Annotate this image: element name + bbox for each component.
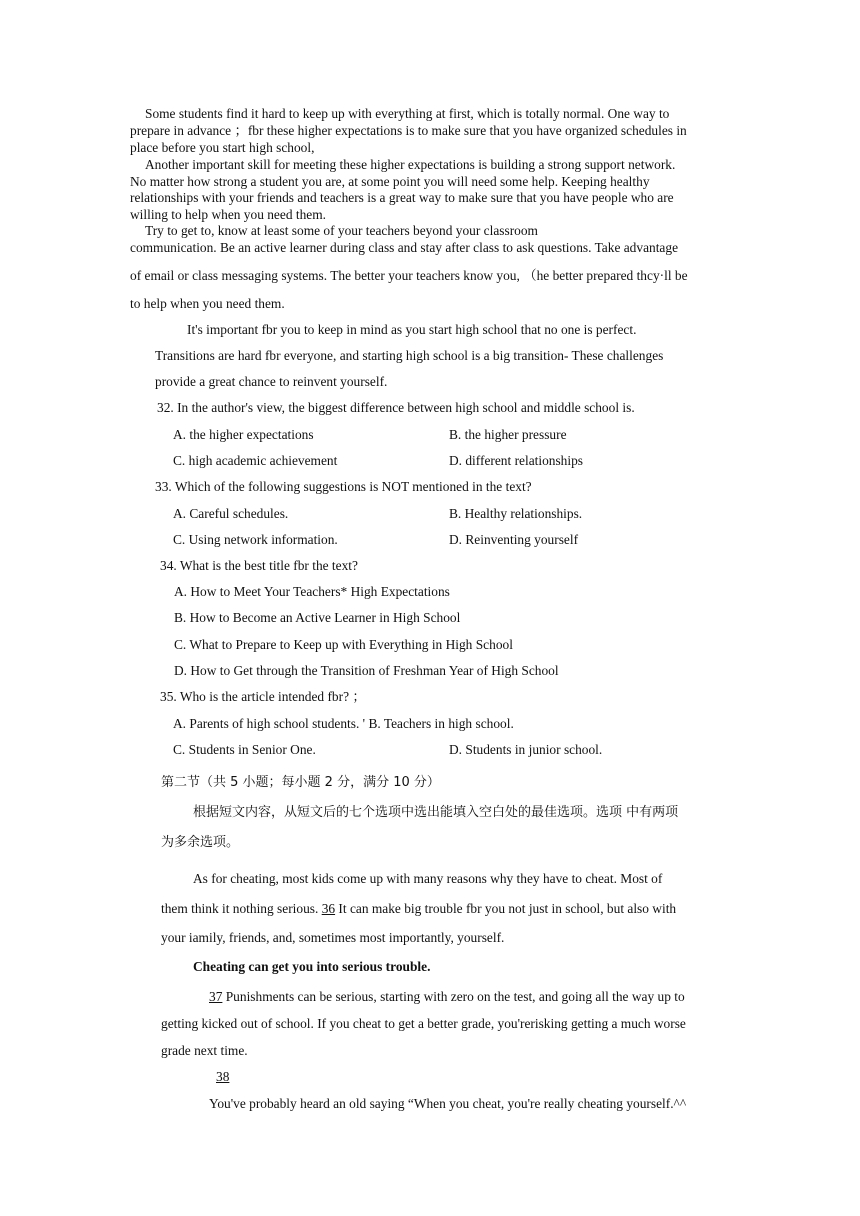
p4-line-3: provide a great chance to reinvent yourself. bbox=[155, 374, 388, 389]
question-34-option-d: D. How to Get through the Transition of Freshman Year of High School bbox=[174, 663, 559, 678]
cloze-p1-line-3: your iamily, friends, and, sometimes most importantly, yourself. bbox=[161, 930, 505, 945]
question-32-option-c: C. high academic achievement bbox=[173, 453, 338, 468]
question-32-stem: 32. In the author's view, the biggest difference between high school and middle school is. bbox=[157, 400, 635, 415]
question-32-option-b: B. the higher pressure bbox=[449, 427, 567, 442]
cloze-p1-line-1: As for cheating, most kids come up with many reasons why they have to cheat. Most of bbox=[193, 871, 663, 886]
p4-line-2: Transitions are hard fbr everyone, and starting high school is a big transition- These challenges bbox=[155, 348, 664, 363]
question-34-option-a: A. How to Meet Your Teachers* High Expectations bbox=[174, 584, 450, 599]
section-2-instruction-line-2: 为多余选项。 bbox=[161, 835, 240, 850]
cloze-p1-line-2-end: It can make big trouble fbr you not just in school, but also with bbox=[335, 901, 677, 916]
p3-line-2: communication. Be an active learner during class and stay after class to ask questions. Take advantage bbox=[130, 240, 679, 255]
cloze-p2-line-3: grade next time. bbox=[161, 1043, 248, 1058]
p1-line-3: place before you start high school, bbox=[130, 140, 315, 155]
blank-38: 38 bbox=[216, 1069, 230, 1084]
p1-line-2: prepare in advance ；fbr these higher expectations is to make sure that you have organized schedules in bbox=[130, 123, 687, 138]
section-2-heading: 第二节（共 5 小题；每小题 2 分，满分 10 分） bbox=[161, 775, 440, 790]
p2-line-2: No matter how strong a student you are, at some point you will need some help. Keeping healthy bbox=[130, 174, 650, 189]
question-34-option-b: B. How to Become an Active Learner in High School bbox=[174, 610, 461, 625]
question-34-option-c: C. What to Prepare to Keep up with Everything in High School bbox=[174, 637, 513, 652]
question-33-option-c: C. Using network information. bbox=[173, 532, 338, 547]
p2-line-1: Another important skill for meeting these higher expectations is building a strong support network. bbox=[145, 157, 676, 172]
p3-line-4: to help when you need them. bbox=[130, 296, 285, 311]
cloze-p2-line-2: getting kicked out of school. If you cheat to get a better grade, you'rerisking getting a much worse bbox=[161, 1016, 686, 1031]
p3-line-1: Try to get to, know at least some of your teachers beyond your classroom bbox=[145, 223, 538, 238]
question-33-option-d: D. Reinventing yourself bbox=[449, 532, 579, 547]
question-33-option-a: A. Careful schedules. bbox=[173, 506, 289, 521]
blank-36: 36 bbox=[321, 901, 336, 916]
question-35-stem: 35. Who is the article intended fbr? ； bbox=[160, 689, 366, 704]
p2-line-3: relationships with your friends and teachers is a great way to make sure that you have people who are bbox=[130, 190, 674, 205]
section-2-instruction-line-1: 根据短文内容，从短文后的七个选项中选出能填入空白处的最佳选项。选项 中有两项 bbox=[193, 805, 679, 820]
cloze-p1-line-2-start: them think it nothing serious. bbox=[161, 901, 322, 916]
question-35-option-d: D. Students in junior school. bbox=[449, 742, 603, 757]
p1-line-1: Some students find it hard to keep up with everything at first, which is totally normal. One way to bbox=[145, 106, 670, 121]
question-35-options-ab: A. Parents of high school students. ' B. Teachers in high school. bbox=[173, 716, 514, 731]
p4-line-1: It's important fbr you to keep in mind as you start high school that no one is perfect. bbox=[187, 322, 637, 337]
cloze-p2-line-1 bbox=[209, 989, 685, 1005]
p2-line-4: willing to help when you need them. bbox=[130, 207, 326, 222]
cloze-p2-line-1-text: Punishments can be serious, starting with zero on the test, and going all the way up to bbox=[222, 989, 685, 1004]
cloze-subheading: Cheating can get you into serious trouble. bbox=[193, 959, 431, 974]
question-32-option-a: A. the higher expectations bbox=[173, 427, 314, 442]
blank-37: 37 bbox=[209, 989, 223, 1004]
question-32-option-d: D. different relationships bbox=[449, 453, 583, 468]
cloze-p1-line-2 bbox=[161, 901, 676, 917]
cloze-p3-line-1: You've probably heard an old saying “When you cheat, you're really cheating yourself.^^ bbox=[209, 1096, 687, 1111]
question-33-option-b: B. Healthy relationships. bbox=[449, 506, 583, 521]
question-35-option-c: C. Students in Senior One. bbox=[173, 742, 316, 757]
question-34-stem: 34. What is the best title fbr the text? bbox=[160, 558, 358, 573]
p3-line-3: of email or class messaging systems. The better your teachers know you, （he better prepared thcy·ll be bbox=[130, 268, 688, 283]
question-33-stem: 33. Which of the following suggestions is NOT mentioned in the text? bbox=[155, 479, 532, 494]
